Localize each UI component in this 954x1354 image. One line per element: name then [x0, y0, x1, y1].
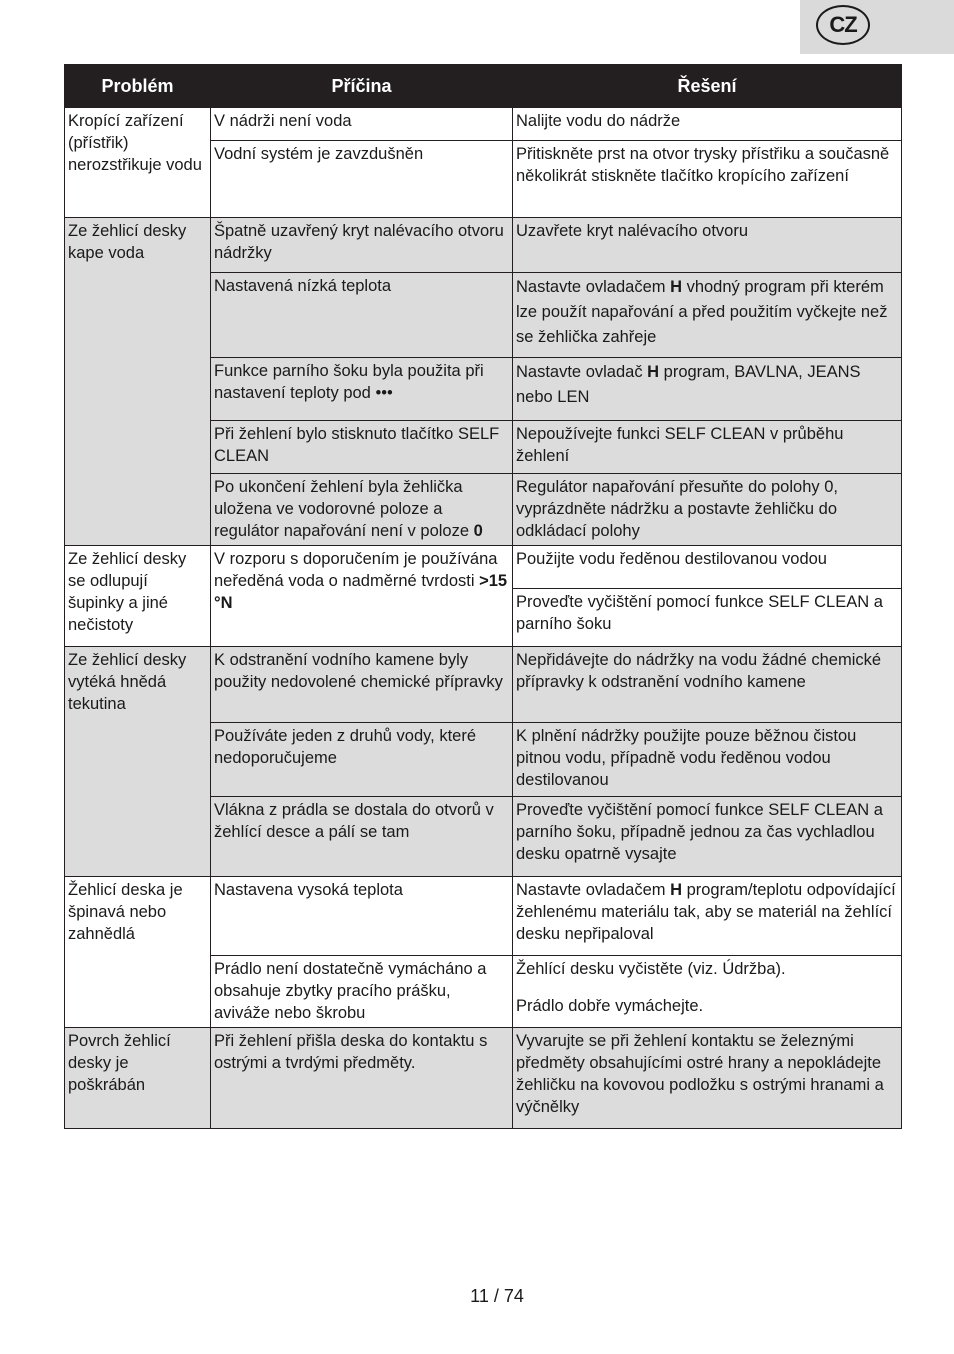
language-badge: CZ — [816, 5, 870, 45]
position-zero-label: 0 — [473, 522, 483, 540]
solution-line: Žehlící desku vyčistěte (viz. Údržba). — [516, 960, 786, 978]
column-header-cause: Příčina — [211, 65, 513, 108]
problem-cell: Ze žehlicí desky vytéká hnědá tekutina — [65, 647, 211, 877]
solution-cell: Přitiskněte prst na otvor trysky přístřiku a současně několikrát stiskněte tlačítko kropícího zařízení — [513, 141, 902, 218]
cause-cell: Po ukončení žehlení byla žehlička uložena ve vodorovné poloze a regulátor napařování není v poloze 0 — [211, 474, 513, 546]
solution-cell: Nepřidávejte do nádržky na vodu žádné chemické přípravky k odstranění vodního kamene — [513, 647, 902, 723]
table-row — [65, 877, 902, 956]
page-number: 11 / 74 — [470, 1286, 524, 1306]
control-h-label: H — [670, 278, 682, 296]
cause-cell: Špatně uzavřený kryt nalévacího otvoru nádržky — [211, 218, 513, 273]
problem-cell: Kropící zařízení (přístřik) nerozstřikuje vodu — [65, 108, 211, 218]
cause-cell: Používáte jeden z druhů vody, které nedoporučujeme — [211, 723, 513, 797]
control-h-label: H — [647, 363, 660, 381]
solution-cell: Nastavte ovladačem H vhodný program při kterém lze použít napařování a před použitím vyčkejte než se žehlička zahřeje — [513, 273, 902, 358]
table-row — [65, 546, 902, 589]
cause-cell: V rozporu s doporučením je používána neředěná voda o nadměrné tvrdosti >15 °N — [211, 546, 513, 647]
solution-cell: Uzavřete kryt nalévacího otvoru — [513, 218, 902, 273]
problem-cell: Povrch žehlicí desky je poškrábán — [65, 1028, 211, 1129]
cause-cell: V nádrži není voda — [211, 108, 513, 141]
cause-cell: Funkce parního šoku byla použita při nastavení teploty pod ••• — [211, 358, 513, 421]
column-header-problem: Problém — [65, 65, 211, 108]
cause-cell: Vlákna z prádla se dostala do otvorů v žehlící desce a pálí se tam — [211, 797, 513, 877]
solution-cell — [513, 956, 902, 1028]
table-header-row — [65, 65, 902, 108]
solution-cell: Použijte vodu ředěnou destilovanou vodou — [513, 546, 902, 589]
solution-cell: Proveďte vyčištění pomocí funkce SELF CLEAN a parního šoku — [513, 589, 902, 647]
solution-cell: Nepoužívejte funkci SELF CLEAN v průběhu žehlení — [513, 421, 902, 474]
cause-cell: Prádlo není dostatečně vymácháno a obsahuje zbytky pracího prášku, aviváže nebo škrobu — [211, 956, 513, 1028]
table-row — [65, 108, 902, 141]
water-hardness-label: >15 °N — [214, 572, 508, 612]
cause-cell: Při žehlení bylo stisknuto tlačítko SELF CLEAN — [211, 421, 513, 474]
problem-cell: Ze žehlicí desky kape voda — [65, 218, 211, 546]
solution-cell: Regulátor napařování přesuňte do polohy 0, vyprázdněte nádržku a postavte žehličku do odkládací polohy — [513, 474, 902, 546]
solution-cell: Nalijte vodu do nádrže — [513, 108, 902, 141]
solution-line: Prádlo dobře vymáchejte. — [516, 997, 704, 1015]
language-tab — [800, 0, 954, 54]
solution-cell: K plnění nádržky použijte pouze běžnou čistou pitnou vodu, případně vodu ředěnou vodou destilovanou — [513, 723, 902, 797]
column-header-solution: Řešení — [513, 65, 902, 108]
cause-cell: Při žehlení přišla deska do kontaktu s ostrými a tvrdými předměty. — [211, 1028, 513, 1129]
control-h-label: H — [670, 881, 682, 899]
cause-cell: Nastavena vysoká teplota — [211, 877, 513, 956]
solution-cell: Nastavte ovladač H program, BAVLNA, JEANS nebo LEN — [513, 358, 902, 421]
cause-cell: Vodní systém je zavzdušněn — [211, 141, 513, 218]
table-row — [65, 218, 902, 273]
solution-cell: Nastavte ovladačem H program/teplotu odpovídající žehlenému materiálu tak, aby se materiál na žehlící desku nepřipaloval — [513, 877, 902, 956]
problem-cell: Ze žehlicí desky se odlupují šupinky a jiné nečistoty — [65, 546, 211, 647]
table-row — [65, 647, 902, 723]
troubleshooting-table — [64, 64, 902, 1129]
problem-cell: Žehlicí deska je špinavá nebo zahnědlá — [65, 877, 211, 1028]
solution-cell: Proveďte vyčištění pomocí funkce SELF CLEAN a parního šoku, případně jednou za čas vychladlou desku opatrně vysajte — [513, 797, 902, 877]
cause-cell: K odstranění vodního kamene byly použity nedovolené chemické přípravky — [211, 647, 513, 723]
solution-cell: Vyvarujte se při žehlení kontaktu se železnými předměty obsahujícími ostré hrany a nepokládejte žehličku na kovovou podložku s ostrými hranami a výčnělky — [513, 1028, 902, 1129]
cause-cell: Nastavená nízká teplota — [211, 273, 513, 358]
table-row — [65, 1028, 902, 1129]
